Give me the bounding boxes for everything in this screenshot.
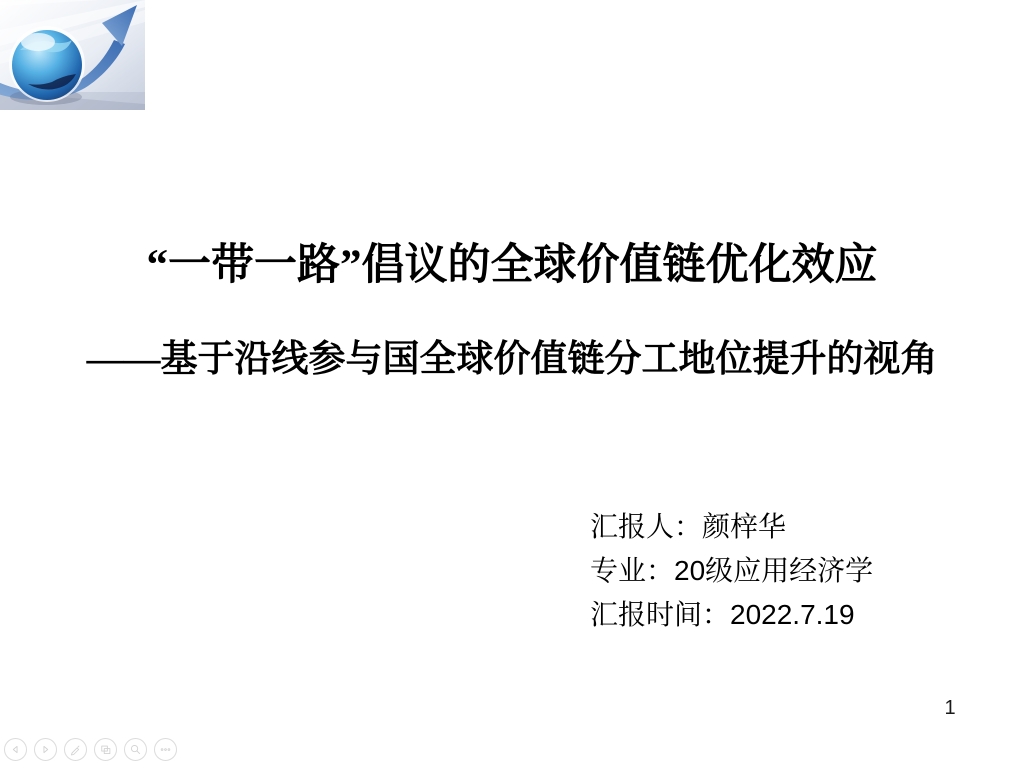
left-arrow-icon: [8, 742, 23, 757]
all-slides-button[interactable]: [94, 738, 117, 761]
presenter-name-line: 汇报人：颜梓华: [590, 511, 787, 542]
previous-slide-button[interactable]: [4, 738, 27, 761]
ellipsis-icon: [158, 742, 173, 757]
globe-arrow-icon: [0, 0, 145, 110]
magnifier-icon: [128, 742, 143, 757]
pen-annotate-button[interactable]: [64, 738, 87, 761]
pen-icon: [68, 742, 83, 757]
presenter-major-line: 专业：20级应用经济学: [590, 555, 874, 586]
presenter-toolbar: [4, 738, 177, 761]
slides-icon: [98, 742, 113, 757]
page-number: 1: [944, 697, 956, 719]
more-options-button[interactable]: [154, 738, 177, 761]
globe-arrow-logo: [0, 0, 145, 110]
presenter-info-block: [590, 505, 873, 637]
report-date-line: 汇报时间：2022.7.19: [590, 599, 855, 630]
slide-subtitle: ——基于沿线参与国全球价值链分工地位提升的视角: [86, 339, 938, 380]
right-arrow-icon: [38, 742, 53, 757]
slide-title: “一带一路”倡议的全球价值链优化效应: [146, 242, 878, 289]
zoom-slide-button[interactable]: [124, 738, 147, 761]
next-slide-button[interactable]: [34, 738, 57, 761]
